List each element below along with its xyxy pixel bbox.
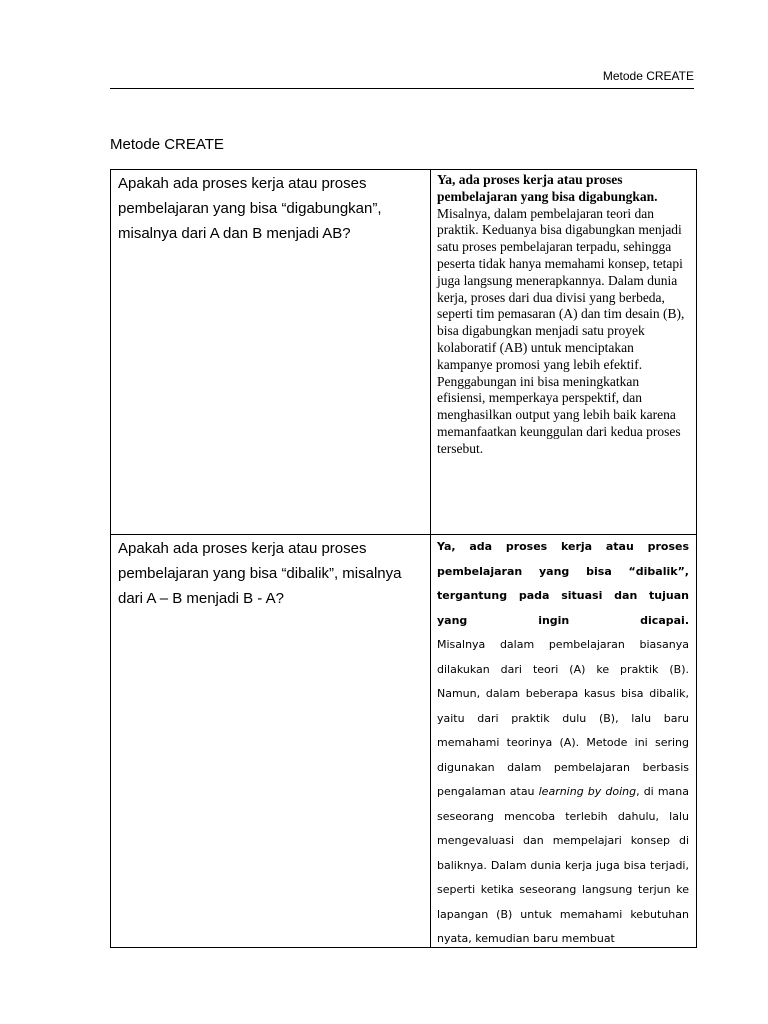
document-title: Metode CREATE (110, 136, 224, 153)
answer-body-end: , di mana seseorang mencoba terlebih dahulu, lalu mengevaluasi dan mempelajari konsep di baliknya. Dalam dunia kerja juga bisa terjadi, seperti ketika seseorang langsung terjun ke lapangan (B) untuk memahami kebutuhan nyata, kemudian baru membuat (437, 785, 689, 945)
question-text: Apakah ada proses kerja atau proses pembelajaran yang bisa “dibalik”, misalnya dari A – B menjadi B - A? (118, 540, 402, 607)
answer-text (431, 170, 696, 458)
table-row (111, 170, 697, 535)
answer-lead: Ya, ada proses kerja atau proses pembelajaran yang bisa “dibalik”, tergantung pada situasi dan tujuan yang ingin dicapai. (437, 540, 689, 627)
answer-body-start: Misalnya dalam pembelajaran biasanya dilakukan dari teori (A) ke praktik (B). Namun, dalam beberapa kasus bisa dibalik, yaitu dari praktik dulu (B), lalu baru memahami teorinya (A). Metode ini sering digunakan dalam pembelajaran berbasis pengalaman atau (437, 638, 689, 798)
table-row (111, 535, 697, 948)
answer-text (431, 535, 696, 947)
page-header (110, 68, 694, 89)
answer-body-italic: learning by doing (538, 785, 637, 798)
answer-lead: Ya, ada proses kerja atau proses pembelajaran yang bisa digabungkan. (437, 172, 658, 204)
answer-body (437, 633, 689, 947)
question-cell (111, 170, 431, 535)
running-title: Metode CREATE (602, 69, 694, 83)
answer-cell (431, 170, 697, 535)
question-text: Apakah ada proses kerja atau proses pembelajaran yang bisa “digabungkan”, misalnya dari A dan B menjadi AB? (118, 175, 382, 242)
answer-body: Misalnya, dalam pembelajaran teori dan praktik. Keduanya bisa digabungkan menjadi satu proses pembelajaran terpadu, sehingga peserta tidak hanya memahami konsep, tetapi juga langsung menerapkannya. Dalam dunia kerja, proses dari dua divisi yang berbeda, seperti tim pemasaran (A) dan tim desain (B), bisa digabungkan menjadi satu proyek kolaboratif (AB) untuk menciptakan kampanye promosi yang lebih efektif. Penggabungan ini bisa meningkatkan efisiensi, memperkaya perspektif, dan menghasilkan output yang lebih baik karena memanfaatkan keunggulan dari kedua proses tersebut. (437, 205, 685, 456)
question-cell (111, 535, 431, 948)
answer-cell (431, 535, 697, 948)
question-answer-table (110, 169, 697, 948)
